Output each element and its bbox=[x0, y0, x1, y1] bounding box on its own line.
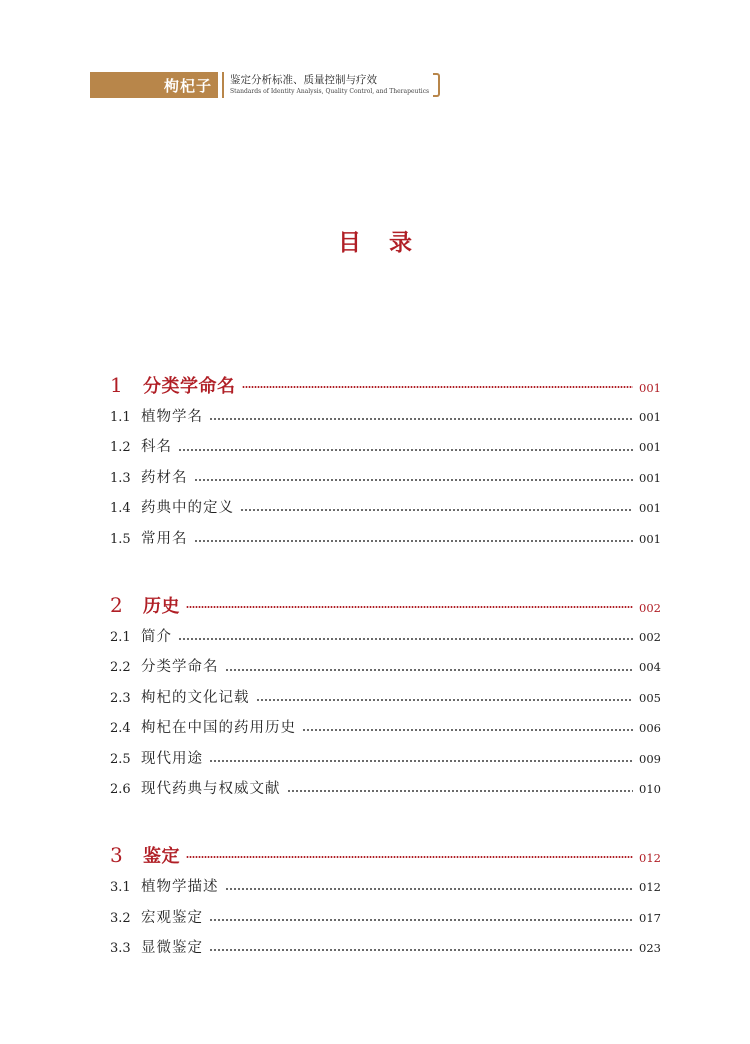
dot-leader bbox=[242, 386, 634, 388]
toc-entry[interactable] bbox=[110, 463, 661, 493]
toc-chapter-entry[interactable] bbox=[110, 588, 661, 622]
toc-entry[interactable] bbox=[110, 872, 661, 902]
dot-leader bbox=[194, 540, 634, 542]
entry-page-number: 001 bbox=[639, 501, 661, 516]
dot-leader bbox=[225, 888, 634, 890]
dot-leader bbox=[186, 856, 633, 858]
entry-title: 历史 bbox=[143, 595, 180, 617]
entry-number: 3 bbox=[110, 843, 123, 868]
entry-page-number: 002 bbox=[639, 600, 661, 615]
entry-number: 2.4 bbox=[110, 721, 131, 737]
dot-leader bbox=[209, 949, 633, 951]
entry-page-number: 001 bbox=[639, 381, 661, 395]
dot-leader bbox=[209, 919, 633, 921]
toc-chapter-entry[interactable] bbox=[110, 838, 661, 872]
toc-entry[interactable] bbox=[110, 774, 661, 804]
entry-title: 植物学描述 bbox=[141, 879, 219, 896]
toc-entry[interactable] bbox=[110, 652, 661, 682]
entry-number: 1.4 bbox=[110, 501, 131, 517]
toc-entry[interactable] bbox=[110, 683, 661, 713]
entry-number: 3.2 bbox=[110, 910, 131, 926]
entry-title: 药材名 bbox=[141, 469, 188, 486]
entry-number: 3.3 bbox=[110, 941, 131, 957]
entry-number: 1.3 bbox=[110, 470, 131, 486]
entry-number: 2.6 bbox=[110, 781, 131, 797]
toc-entry[interactable] bbox=[110, 933, 661, 963]
entry-page-number: 001 bbox=[639, 470, 661, 485]
entry-title: 现代用途 bbox=[141, 750, 203, 767]
entry-page-number: 001 bbox=[639, 440, 661, 455]
entry-title: 鉴定 bbox=[143, 846, 180, 868]
toc-chapter-section bbox=[110, 368, 661, 554]
dot-leader bbox=[194, 479, 634, 481]
dot-leader bbox=[178, 449, 633, 451]
entry-title: 科名 bbox=[141, 439, 172, 456]
entry-page-number: 010 bbox=[639, 781, 661, 796]
toc-entry[interactable] bbox=[110, 713, 661, 743]
entry-title: 显微鉴定 bbox=[141, 940, 203, 957]
entry-page-number: 001 bbox=[639, 531, 661, 546]
entry-title: 简介 bbox=[141, 628, 172, 645]
entry-title: 常用名 bbox=[141, 530, 188, 547]
dot-leader bbox=[256, 699, 634, 701]
entry-page-number: 002 bbox=[639, 629, 661, 644]
entry-number: 2.1 bbox=[110, 629, 131, 645]
book-subtitle bbox=[224, 72, 429, 98]
subtitle-cn: 鉴定分析标准、质量控制与疗效 bbox=[230, 74, 377, 86]
entry-title: 植物学名 bbox=[141, 409, 203, 425]
toc-chapter-section bbox=[110, 838, 661, 963]
toc-entry[interactable] bbox=[110, 432, 661, 462]
subtitle-en: Standards of Identity Analysis, Quality Control, and Therapeutics bbox=[230, 88, 430, 95]
entry-number: 1.2 bbox=[110, 440, 131, 456]
bracket-ornament bbox=[433, 73, 440, 97]
entry-number: 2.3 bbox=[110, 690, 131, 706]
running-header bbox=[90, 72, 440, 98]
entry-page-number: 012 bbox=[639, 851, 661, 866]
toc-entry[interactable] bbox=[110, 524, 661, 554]
dot-leader bbox=[240, 509, 633, 511]
entry-number: 1.1 bbox=[110, 410, 131, 425]
entry-page-number: 017 bbox=[639, 910, 661, 925]
entry-page-number: 001 bbox=[639, 410, 661, 424]
page-title: 目录 bbox=[338, 229, 440, 256]
toc-entry[interactable] bbox=[110, 903, 661, 933]
dot-leader bbox=[178, 638, 633, 640]
entry-number: 2.2 bbox=[110, 660, 131, 676]
dot-leader bbox=[186, 606, 633, 608]
entry-title: 宏观鉴定 bbox=[141, 909, 203, 926]
entry-number: 2.5 bbox=[110, 751, 131, 767]
toc-entry[interactable] bbox=[110, 744, 661, 774]
dot-leader bbox=[225, 669, 634, 671]
toc-chapter-entry[interactable] bbox=[110, 368, 661, 402]
entry-title: 现代药典与权威文献 bbox=[141, 780, 281, 797]
entry-page-number: 004 bbox=[639, 660, 661, 675]
entry-page-number: 005 bbox=[639, 690, 661, 705]
entry-page-number: 006 bbox=[639, 721, 661, 736]
entry-title: 枸杞在中国的药用历史 bbox=[141, 720, 296, 737]
entry-number: 2 bbox=[110, 592, 123, 617]
entry-title: 药典中的定义 bbox=[141, 500, 234, 517]
entry-number: 1 bbox=[110, 373, 123, 397]
entry-number: 1.5 bbox=[110, 531, 131, 547]
toc-entry[interactable] bbox=[110, 493, 661, 523]
entry-title: 分类学命名 bbox=[141, 659, 219, 676]
entry-title: 枸杞的文化记载 bbox=[141, 689, 250, 706]
book-title-badge: 枸杞子 bbox=[90, 72, 218, 98]
dot-leader bbox=[287, 790, 634, 792]
dot-leader bbox=[209, 760, 633, 762]
toc-chapter-section bbox=[110, 588, 661, 804]
toc-entry[interactable] bbox=[110, 402, 661, 432]
entry-title: 分类学命名 bbox=[143, 376, 236, 397]
entry-page-number: 012 bbox=[639, 880, 661, 895]
toc-entry[interactable] bbox=[110, 622, 661, 652]
entry-number: 3.1 bbox=[110, 880, 131, 896]
dot-leader bbox=[302, 729, 633, 731]
entry-page-number: 009 bbox=[639, 751, 661, 766]
entry-page-number: 023 bbox=[639, 941, 661, 956]
table-of-contents bbox=[110, 368, 661, 997]
dot-leader bbox=[209, 418, 633, 420]
